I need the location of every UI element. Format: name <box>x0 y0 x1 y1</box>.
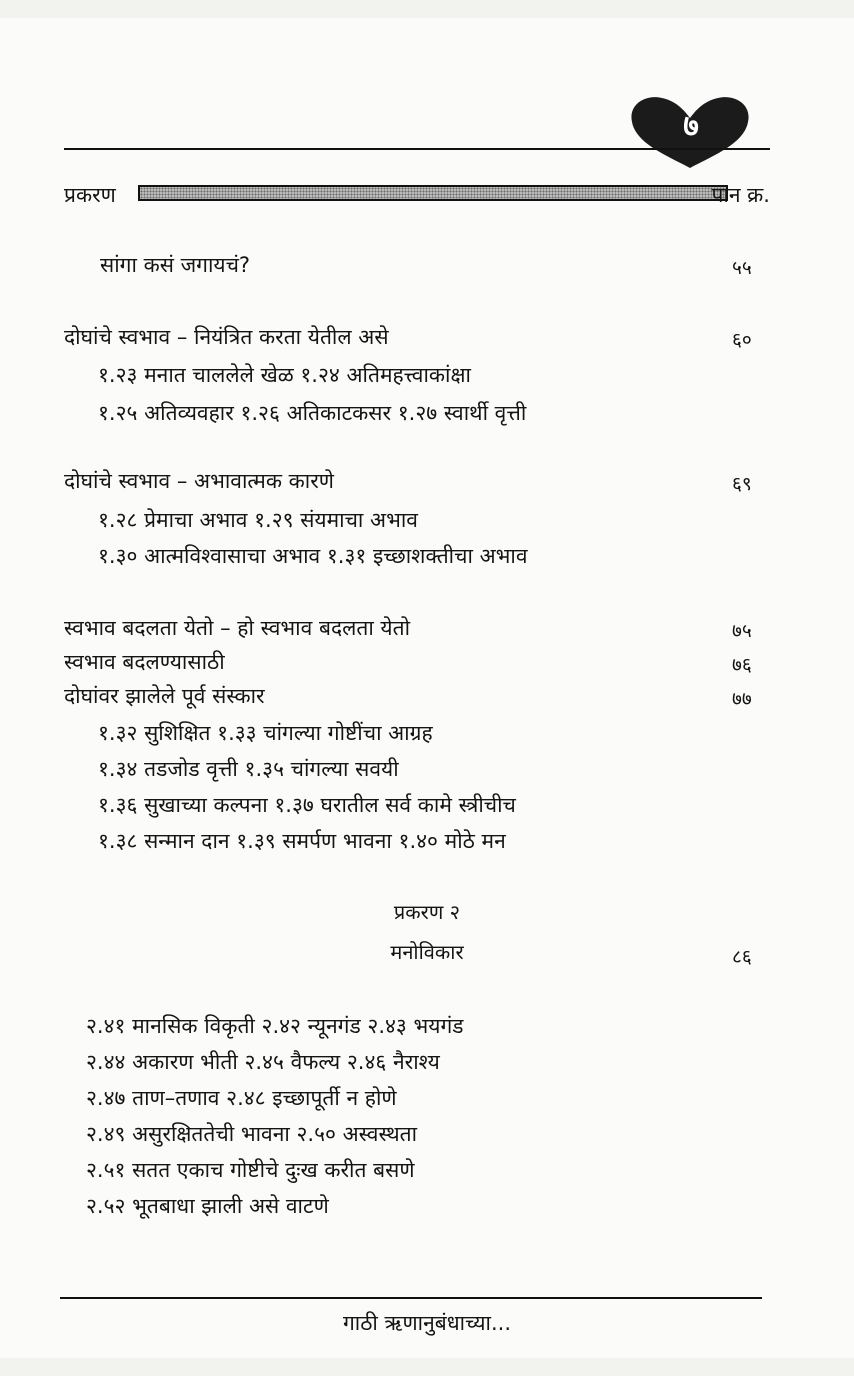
toc-subtopics: २.४९ असुरक्षिततेची भावना २.५० अस्वस्थता <box>86 1122 418 1146</box>
toc-subtopics: १.२५ अतिव्यवहार १.२६ अतिकाटकसर १.२७ स्वार्थी वृत्ती <box>98 401 527 425</box>
toc-subtopics: १.३० आत्मविश्वासाचा अभाव १.३१ इच्छाशक्तीचा अभाव <box>98 544 528 568</box>
toc-entry-title: स्वभाव बदलण्यासाठी <box>64 650 225 674</box>
chapter-heading: प्रकरण २ <box>393 900 461 924</box>
header-rule <box>64 148 770 150</box>
page-column-label: पान क्र. <box>711 183 770 207</box>
toc-entry-title: सांगा कसं जगायचं? <box>100 253 251 277</box>
column-header <box>64 178 770 212</box>
toc-subtopics: २.४७ ताण–तणाव २.४८ इच्छापूर्ती न होणे <box>86 1086 397 1110</box>
toc-subtopics: १.२३ मनात चाललेले खेळ १.२४ अतिमहत्त्वाकांक्षा <box>98 363 471 387</box>
toc-entry-page: ७५ <box>732 620 752 642</box>
book-title-footer: गाठी ऋणानुबंधाच्या... <box>342 1311 512 1335</box>
page-top-edge <box>0 0 854 18</box>
toc-subtopics: २.४४ अकारण भीती २.४५ वैफल्य २.४६ नैराश्य <box>86 1050 440 1074</box>
toc-subtopics: २.५१ सतत एकाच गोष्टीचे दुःख करीत बसणे <box>86 1158 415 1182</box>
toc-entry-page: ८६ <box>732 946 752 968</box>
toc-subtopics: १.२८ प्रेमाचा अभाव १.२९ संयमाचा अभाव <box>98 508 418 532</box>
toc-entry-title: दोघांचे स्वभाव – अभावात्मक कारणे <box>64 469 334 493</box>
toc-entry-title: दोघांचे स्वभाव – नियंत्रित करता येतील असे <box>64 325 389 349</box>
toc-entry-page: ६० <box>732 329 752 351</box>
page-number: ७ <box>683 109 699 144</box>
toc-entry-page: ५५ <box>732 257 752 279</box>
toc-subtopics: २.४१ मानसिक विकृती २.४२ न्यूनगंड २.४३ भयगंड <box>86 1014 464 1038</box>
toc-subtopics: २.५२ भूतबाधा झाली असे वाटणे <box>86 1194 329 1218</box>
toc-subtopics: १.३८ सन्मान दान १.३९ समर्पण भावना १.४० मोठे मन <box>98 829 506 853</box>
chapter-title: मनोविकार <box>390 940 464 964</box>
toc-entry-page: ७६ <box>732 654 752 676</box>
dotted-header-bar <box>138 185 728 201</box>
toc-subtopics: १.३४ तडजोड वृत्ती १.३५ चांगल्या सवयी <box>98 757 399 781</box>
toc-subtopics: १.३२ सुशिक्षित १.३३ चांगल्या गोष्टींचा आग्रह <box>98 721 433 745</box>
toc-entry-title: स्वभाव बदलता येतो – हो स्वभाव बदलता येतो <box>64 616 411 640</box>
footer-rule <box>60 1297 762 1299</box>
toc-entry-page: ७७ <box>732 688 752 710</box>
toc-subtopics: १.३६ सुखाच्या कल्पना १.३७ घरातील सर्व कामे स्त्रीचीच <box>98 793 516 817</box>
chapter-column-label: प्रकरण <box>64 183 116 207</box>
toc-entry-title: दोघांवर झालेले पूर्व संस्कार <box>64 684 265 708</box>
toc-entry-page: ६९ <box>732 473 752 495</box>
page-bottom-edge <box>0 1358 854 1376</box>
